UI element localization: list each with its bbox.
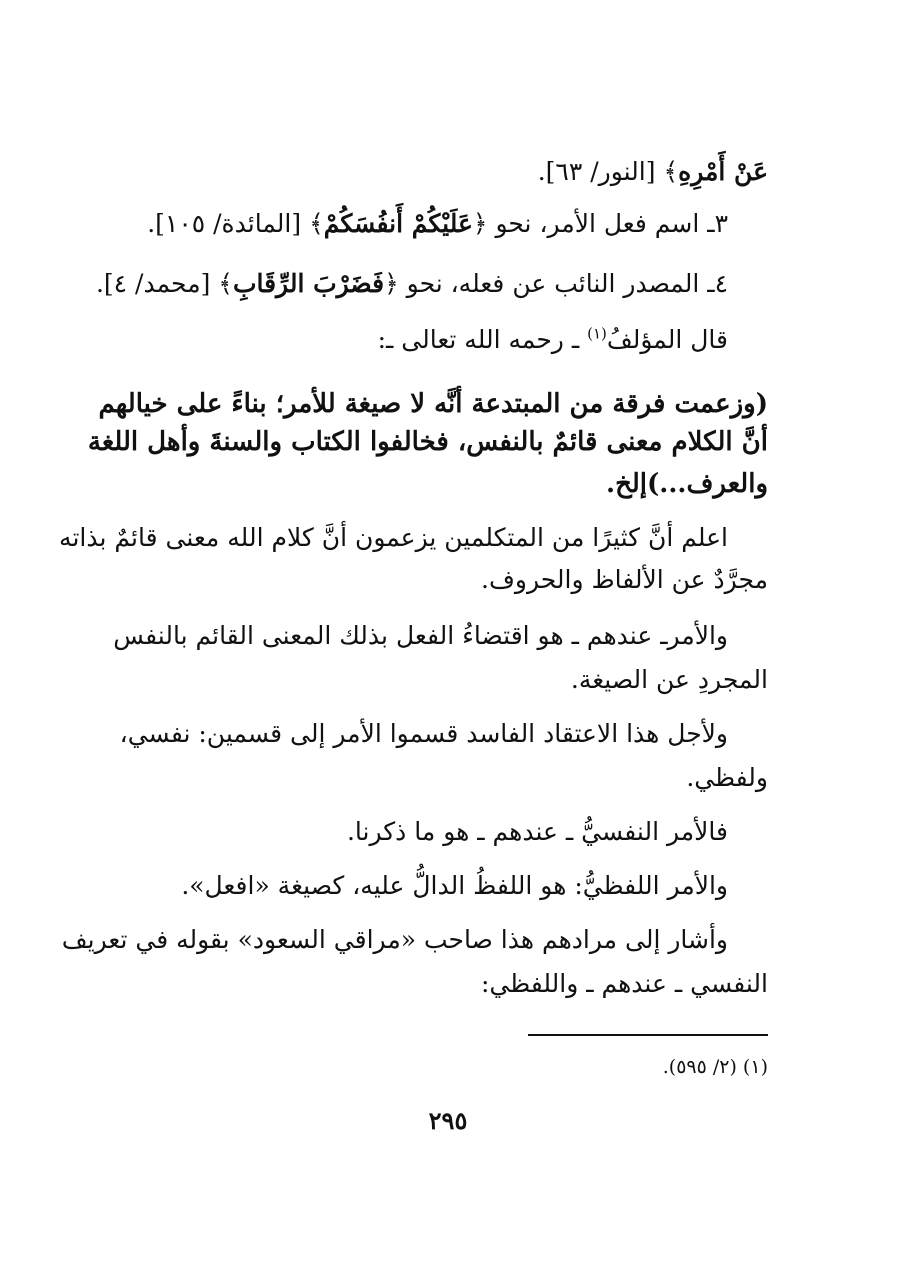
ayah-text: فَضَرْبَ الرِّقَابِ [232,269,385,298]
text-line [128,202,768,246]
paragraph-line: فالأمر النفسيُّ ـ عندهم ـ هو ما ذكرنا. [346,817,728,846]
footnote: (١) (٢/ ٥٩٥). [662,1056,768,1078]
text-line [128,150,768,194]
text-line [95,262,768,306]
paragraph-line: والأمر اللفظيُّ: هو اللفظُ الدالُّ عليه، كصيغة «افعل». [181,871,728,900]
document-page [59,0,768,1271]
paragraph-line: ولأجل هذا الاعتقاد الفاسد قسموا الأمر إلى قسمين: نفسي، [119,719,728,748]
citation: ﴾ [النور/ ٦٣]. [537,157,679,186]
quote-line: والعرف...)إلخ. [606,469,768,499]
line-text: ـ رحمه الله تعالى ـ: [377,325,588,354]
paragraph-line: اعلم أنَّ كثيرًا من المتكلمين يزعمون أنَّ كلام الله معنى قائمٌ بذاته [59,523,728,552]
line-text: ٤ـ المصدر النائب عن فعله، نحو ﴿ [384,269,728,298]
paragraph-line: وأشار إلى مرادهم هذا صاحب «مراقي السعود» بقوله في تعريف [61,925,728,954]
paragraph-line: النفسي ـ عندهم ـ واللفظي: [480,969,768,998]
line-text: قال المؤلفُ [606,325,728,354]
footnote-divider [528,1034,768,1036]
ayah-text: عَنْ أَمْرِهِ [678,157,768,186]
paragraph-line: والأمرـ عندهم ـ هو اقتضاءُ الفعل بذلك المعنى القائم بالنفس [113,621,728,650]
ayah-text: عَلَيْكُمْ أَنفُسَكُمْ [323,209,473,238]
quote-line: أنَّ الكلام معنى قائمٌ بالنفس، فخالفوا الكتاب والسنةَ وأهل اللغة [87,427,768,457]
paragraph-line: المجردِ عن الصيغة. [570,665,768,694]
paragraph-line: مجرَّدٌ عن الألفاظ والحروف. [481,565,768,594]
footnote-marker: (١) [587,324,607,343]
line-text: ٣ـ اسم فعل الأمر، نحو ﴿ [472,209,728,238]
citation: ﴾ [محمد/ ٤]. [95,269,233,298]
citation: ﴾ [المائدة/ ١٠٥]. [147,209,324,238]
quote-line: (وزعمت فرقة من المبتدعة أنَّه لا صيغة للأمر؛ بناءً على خيالهم [98,389,768,419]
page-number: ٢٩٥ [428,1106,468,1135]
text-line [128,318,768,362]
paragraph-line: ولفظي. [686,763,768,792]
